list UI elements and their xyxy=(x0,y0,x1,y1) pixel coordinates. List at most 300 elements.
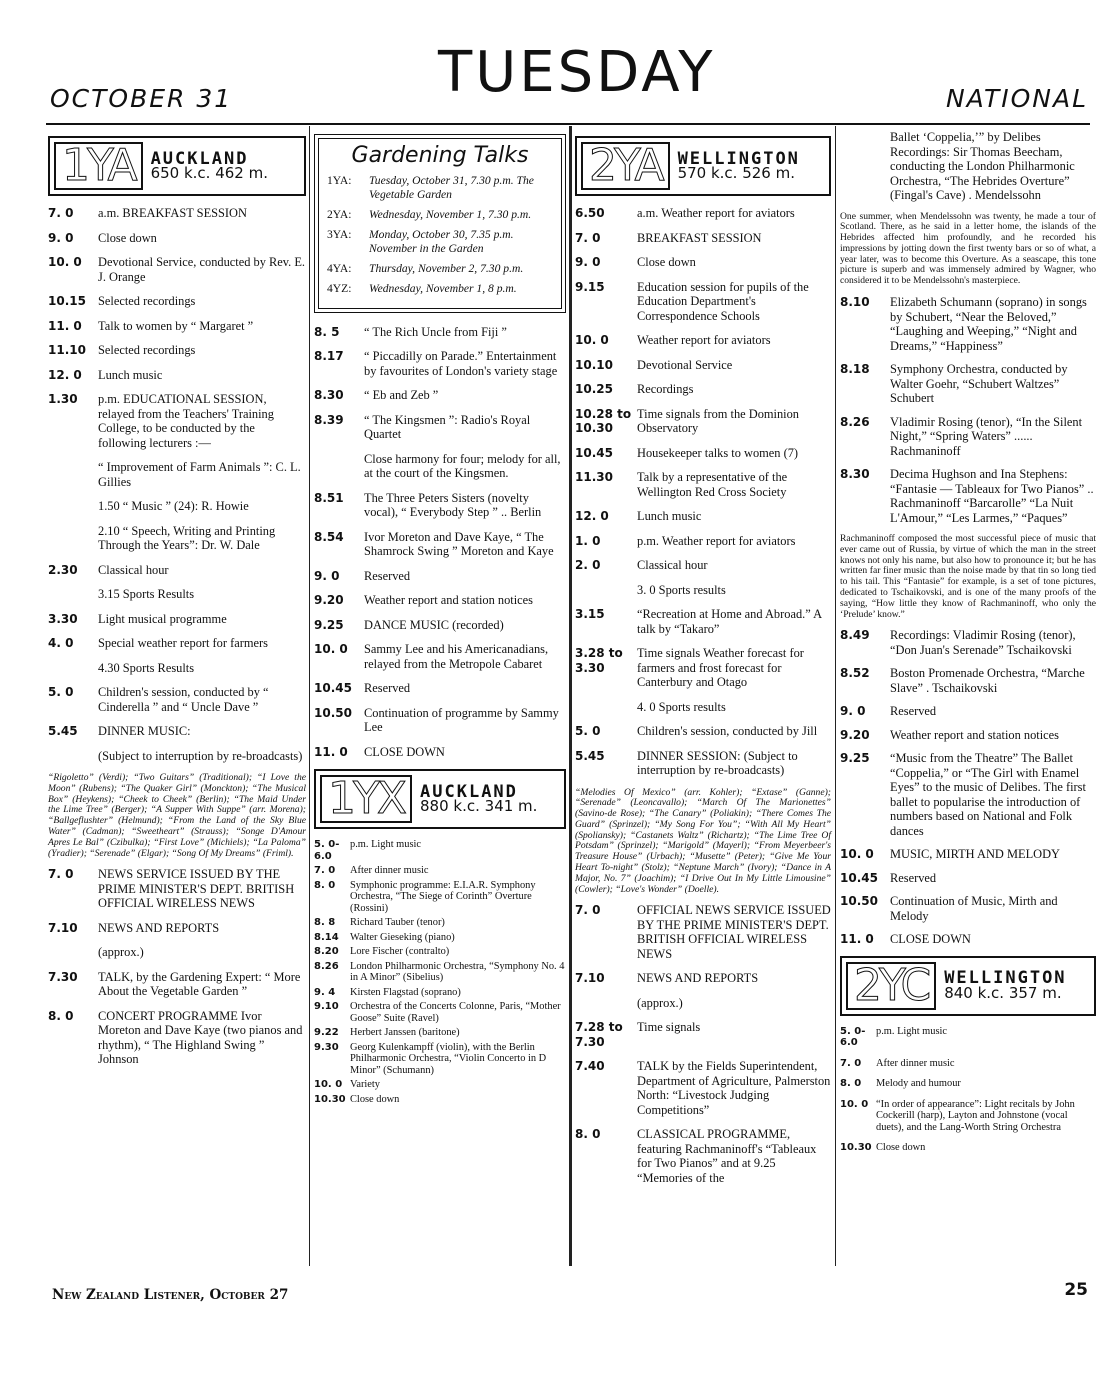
entry-time: 7.30 xyxy=(48,969,78,984)
entry-description: Talk by a representative of the Wellington Red Cross Society xyxy=(637,470,788,499)
column-divider xyxy=(569,126,572,1266)
entry-description: Close down xyxy=(98,230,157,245)
station-frequency: 880 k.c. 341 m. xyxy=(420,797,538,815)
column-1yA xyxy=(48,134,306,1077)
schedule-entry xyxy=(840,1142,1096,1154)
entry-description: The Three Peters Sisters (novelty vocal), “ Everybody Step ” .. Berlin xyxy=(364,490,542,519)
schedule-entry xyxy=(575,470,831,499)
entry-time: 9. 4 xyxy=(314,986,336,998)
schedule-entry xyxy=(575,724,831,739)
entry-description: Orchestra of the Concerts Colonne, Paris, “Mother Goose” Suite (Ravel) xyxy=(350,1001,561,1024)
entry-description: Time signals Weather forecast for farmers and frost forecast for Canterbury and Otago xyxy=(637,646,804,689)
entry-description: DINNER MUSIC: xyxy=(98,724,191,738)
schedule-list xyxy=(840,628,1096,947)
schedule-entry xyxy=(314,618,566,633)
entry-description: Reserved xyxy=(364,681,411,695)
entry-time: 2. 0 xyxy=(575,558,601,572)
entry-description: Walter Gieseking (piano) xyxy=(350,931,455,943)
gardening-talk-row xyxy=(327,174,553,202)
entry-description: Selected recordings xyxy=(98,343,196,357)
dinner-music-list: “Rigoletto” (Verdi); “Two Guitars” (Traditional); “I Love the Moon” (Rubens); “The Quaker Girl” (Monckton); “The Musical Box” (Heykens); “Cheek to Cheek” (Berlin); “The Maid Under the Lime Tree” (Berger); “A Supper With Suppe” (arr. Morena); “Ballgeflushter” (Helmund); “From the Land of the Sky Blue Water” (Cadman); “Sweetheart” (Strauss); “Songe D'Amour Apres Le Bal” (Czibulka); “First Love” (Michiels); “La Paloma” (Yradier); “Serenade” (Elgar); “Song Of My Dreams” (Friml). xyxy=(48,772,306,859)
entry-time: 11. 0 xyxy=(48,318,82,333)
entry-time: 4. 0 xyxy=(48,636,74,650)
schedule-entry xyxy=(840,847,1096,862)
schedule-entry xyxy=(575,996,831,1011)
schedule-entry xyxy=(314,1094,566,1106)
entry-time: 7. 0 xyxy=(48,867,74,882)
station-logo: 1YA xyxy=(54,142,143,190)
entry-time: 3.30 xyxy=(48,611,78,626)
schedule-entry xyxy=(840,295,1096,353)
schedule-entry xyxy=(314,932,566,944)
entry-time: 5.45 xyxy=(575,748,605,763)
column-2ya xyxy=(575,122,831,1195)
schedule-entry xyxy=(575,358,831,373)
entry-time: 10.50 xyxy=(840,894,878,909)
entry-time: 9.10 xyxy=(314,1001,339,1012)
entry-description: Richard Tauber (tenor) xyxy=(350,917,445,928)
entry-description: Education session for pupils of the Education Department's Correspondence Schools xyxy=(637,279,809,323)
gardening-talks-title: Gardening Talks xyxy=(351,143,529,168)
entry-description: CLOSE DOWN xyxy=(890,932,971,947)
entry-description: Ivor Moreton and Dave Kaye, “ The Shamrock Swing ” Moreton and Kaye xyxy=(364,529,554,558)
entry-description: Herbert Janssen (baritone) xyxy=(350,1027,460,1038)
entry-description: “ Eb and Zeb ” xyxy=(364,388,439,402)
schedule-entry xyxy=(48,724,306,739)
station-header-2ya xyxy=(575,136,831,196)
entry-description: After dinner music xyxy=(350,865,429,876)
schedule-list xyxy=(575,903,831,1185)
entry-description: NEWS AND REPORTS xyxy=(637,971,759,986)
gardening-talk-row xyxy=(327,282,553,296)
entry-description: Vladimir Rosing (tenor), “In the Silent Night,” “Spring Waters” ...... Rachmaninoff xyxy=(890,414,1083,458)
talk-time: Tuesday, October 31, 7.30 p.m. The Vegetable Garden xyxy=(369,173,534,201)
schedule-list xyxy=(840,295,1096,525)
entry-description: Children's session, conducted by “ Cinderella ” and “ Uncle Dave ” xyxy=(98,685,269,714)
entry-description: Reserved xyxy=(890,704,937,719)
entry-time: 5. 0-6.0 xyxy=(840,1025,866,1049)
schedule-entry xyxy=(840,894,1096,923)
entry-description: “ Improvement of Farm Animals ”: C. L. Gillies xyxy=(98,460,301,489)
entry-description: a.m. BREAKFAST SESSION xyxy=(98,206,247,220)
entry-time: 7.10 xyxy=(48,920,78,935)
entry-time: 10.45 xyxy=(314,681,352,695)
entry-time: 8. 0 xyxy=(48,1008,74,1023)
schedule-entry xyxy=(314,325,566,340)
schedule-entry xyxy=(314,1042,566,1077)
entry-description: “ The Rich Uncle from Fiji ” xyxy=(364,324,507,339)
schedule-list xyxy=(840,1026,1096,1154)
schedule-entry xyxy=(48,231,306,246)
schedule-entry xyxy=(314,987,566,999)
schedule-entry xyxy=(314,706,566,735)
entry-description: London Philharmonic Orchestra, “Symphony No. 4 in A Minor” (Sibelius) xyxy=(350,960,565,983)
entry-time: 8.17 xyxy=(314,349,344,363)
station-header-1yx xyxy=(314,769,566,829)
schedule-entry xyxy=(48,945,306,960)
page-number: 25 xyxy=(1064,1280,1088,1300)
station-code: 1YA: xyxy=(327,173,352,187)
entry-description: “ Piccadilly on Parade.” Entertainment by favourites of London's variety stage xyxy=(364,349,558,378)
schedule-list xyxy=(48,867,306,1067)
entry-description: “Recreation at Home and Abroad.” A talk by “Takaro” xyxy=(637,607,822,636)
entry-description: Continuation of Music, Mirth and Melody xyxy=(890,894,1058,923)
page-network: NATIONAL xyxy=(945,84,1088,113)
entry-time: 8.54 xyxy=(314,529,344,544)
schedule-entry xyxy=(840,415,1096,459)
entry-time: 2.30 xyxy=(48,562,78,577)
schedule-entry xyxy=(575,333,831,348)
schedule-entry xyxy=(48,343,306,358)
entry-time: 10.45 xyxy=(840,870,878,885)
entry-time: 7. 0 xyxy=(575,230,601,245)
entry-description: p.m. Weather report for aviators xyxy=(637,533,796,548)
talk-time: Wednesday, November 1, 7.30 p.m. xyxy=(369,207,532,221)
schedule-entry xyxy=(48,587,306,602)
entry-description: CONCERT PROGRAMME Ivor Moreton and Dave Kaye (two pianos and rhythm), “ The Highland Swing ” Johnson xyxy=(98,1008,303,1067)
entry-time: 10.30 xyxy=(314,1093,346,1105)
entry-time: 8.26 xyxy=(314,960,339,972)
entry-description: 3. 0 Sports results xyxy=(637,582,726,597)
talk-time: Monday, October 30, 7.35 p.m. November in the Garden xyxy=(369,227,514,255)
entry-description: Weather report and station notices xyxy=(364,593,533,607)
entry-description: Variety xyxy=(350,1079,381,1090)
entry-description: Close down xyxy=(876,1142,926,1154)
schedule-entry xyxy=(575,534,831,549)
schedule-entry xyxy=(314,865,566,877)
entry-time: 9.25 xyxy=(840,751,870,766)
schedule-entry xyxy=(48,206,306,221)
schedule-list xyxy=(48,206,306,763)
schedule-entry xyxy=(840,666,1096,695)
schedule-entry xyxy=(48,661,306,676)
gardening-talks-box xyxy=(314,134,566,313)
entry-time: 5.45 xyxy=(48,724,78,738)
entry-description: Symphony Orchestra, conducted by Walter Goehr, “Schubert Waltzes” Schubert xyxy=(890,362,1068,406)
station-name: WELLINGTON xyxy=(944,968,1067,989)
entry-time: 8.18 xyxy=(840,362,870,377)
entry-time: 5. 0 xyxy=(575,724,601,738)
entry-description: Kirsten Flagstad (soprano) xyxy=(350,986,461,998)
entry-description: NEWS SERVICE ISSUED BY THE PRIME MINISTER'S DEPT. BRITISH OFFICIAL WIRELESS NEWS xyxy=(98,867,295,911)
entry-description: Time signals xyxy=(637,1020,701,1035)
entry-description: Time signals from the Dominion Observatory xyxy=(637,406,799,435)
entry-time xyxy=(575,700,637,715)
entry-time: 10.25 xyxy=(575,382,613,396)
station-logo: 2YC xyxy=(846,962,936,1010)
entry-time: 7.28 to 7.30 xyxy=(575,1020,623,1049)
entry-description: “Music from the Theatre” The Ballet “Coppelia,” or “The Girl with Enamel Eyes” to the music of Delibes. The first ballet to popularise the introduction of numbers based on National and Folk dances xyxy=(890,751,1086,838)
entry-time xyxy=(48,587,98,602)
schedule-entry xyxy=(575,971,831,986)
entry-time: 10.10 xyxy=(575,357,613,372)
entry-time: 10.15 xyxy=(48,294,86,308)
schedule-entry xyxy=(314,491,566,520)
station-name: WELLINGTON xyxy=(677,148,800,169)
station-header-1ya xyxy=(48,136,306,196)
schedule-entry xyxy=(314,452,566,481)
schedule-entry xyxy=(314,642,566,671)
entry-description: NEWS AND REPORTS xyxy=(98,920,220,935)
entry-description: a.m. Weather report for aviators xyxy=(637,206,795,220)
entry-time: 8.39 xyxy=(314,412,344,427)
entry-description: Close harmony for four; melody for all, at the court of the Kingsmen. xyxy=(364,451,561,480)
schedule-entry xyxy=(48,636,306,651)
schedule-entry xyxy=(575,583,831,598)
entry-time: 11.30 xyxy=(575,470,613,484)
schedule-list xyxy=(314,839,566,1105)
schedule-list xyxy=(314,325,566,760)
entry-description: Close down xyxy=(637,255,696,269)
entry-time: 9.20 xyxy=(314,593,344,607)
entry-description: Symphonic programme: E.I.A.R. Symphony Orchestra, “The Siege of Corinth” Overture (Rossini) xyxy=(350,879,536,914)
schedule-entry xyxy=(314,681,566,696)
entry-time: 8.30 xyxy=(314,388,344,402)
schedule-entry xyxy=(840,1058,1096,1070)
entry-time: 11.10 xyxy=(48,343,86,357)
column-divider xyxy=(835,126,836,1266)
page-title: TUESDAY xyxy=(438,40,716,105)
schedule-entry xyxy=(314,593,566,608)
entry-time: 1. 0 xyxy=(575,533,601,548)
entry-description: Melody and humour xyxy=(876,1078,961,1090)
entry-description: Classical hour xyxy=(98,562,169,577)
schedule-entry xyxy=(840,932,1096,947)
talk-time: Thursday, November 2, 7.30 p.m. xyxy=(369,261,524,275)
schedule-entry xyxy=(314,1079,566,1091)
schedule-entry xyxy=(48,368,306,383)
entry-time xyxy=(48,945,98,960)
entry-time: 7. 0 xyxy=(840,1057,862,1069)
schedule-entry xyxy=(314,1001,566,1024)
entry-time: 9. 0 xyxy=(840,704,866,719)
station-frequency: 650 k.c. 462 m. xyxy=(150,164,268,182)
entry-description: Children's session, conducted by Jill xyxy=(637,724,818,738)
entry-time: 7. 0 xyxy=(314,865,336,876)
schedule-entry xyxy=(48,563,306,578)
entry-description: p.m. Light music xyxy=(876,1025,947,1037)
gardening-talk-row xyxy=(327,208,553,222)
entry-description: Georg Kulenkampff (violin), with the Berlin Philharmonic Orchestra, “Violin Concerto in D Minor” (Schumann) xyxy=(350,1041,547,1076)
entry-time: 11. 0 xyxy=(840,932,874,947)
schedule-entry xyxy=(314,880,566,915)
entry-description: Talk to women by “ Margaret ” xyxy=(98,318,254,333)
entry-description: Special weather report for farmers xyxy=(98,636,268,650)
entry-description: CLOSE DOWN xyxy=(364,744,445,759)
schedule-entry xyxy=(840,728,1096,743)
entry-time: 8. 0 xyxy=(840,1078,862,1090)
entry-time: 9.30 xyxy=(314,1041,339,1053)
entry-time: 7. 0 xyxy=(575,903,601,918)
schedule-entry xyxy=(48,612,306,627)
entry-time xyxy=(48,749,98,764)
entry-time: 10.45 xyxy=(575,445,613,460)
entry-time: 8.10 xyxy=(840,295,870,310)
entry-time: 8. 8 xyxy=(314,917,336,928)
entry-time: 3.15 xyxy=(575,607,605,621)
entry-time xyxy=(48,661,98,676)
entry-description: Lore Fischer (contralto) xyxy=(350,946,450,957)
entry-time xyxy=(840,130,890,203)
entry-time: 5. 0 xyxy=(48,685,74,699)
schedule-entry xyxy=(48,294,306,309)
schedule-entry xyxy=(840,751,1096,838)
entry-description: Devotional Service, conducted by Rev. E. J. Orange xyxy=(98,255,306,284)
entry-time: 9.25 xyxy=(314,617,344,632)
schedule-entry xyxy=(314,839,566,862)
schedule-entry xyxy=(48,524,306,553)
entry-description: 2.10 “ Speech, Writing and Printing Through the Years”: Dr. W. Dale xyxy=(98,523,276,552)
entry-description: Light musical programme xyxy=(98,611,227,626)
entry-description: TALK by the Fields Superintendent, Department of Agriculture, Palmerston North: “Livestock Judging Competitions” xyxy=(637,1059,831,1117)
station-logo: 2YA xyxy=(581,142,670,190)
station-header-2yc xyxy=(840,956,1096,1016)
entry-time: 6.50 xyxy=(575,206,605,220)
entry-time: 8.52 xyxy=(840,666,870,681)
entry-description: Lunch music xyxy=(98,367,163,382)
schedule-entry xyxy=(840,130,1096,203)
entry-time: 10. 0 xyxy=(840,847,874,862)
schedule-entry xyxy=(48,685,306,714)
entry-time: 12. 0 xyxy=(575,509,609,523)
schedule-entry xyxy=(575,446,831,461)
schedule-entry xyxy=(840,467,1096,525)
entry-time: 9. 0 xyxy=(575,255,601,269)
talk-time: Wednesday, November 1, 8 p.m. xyxy=(369,281,517,295)
column-2ya-cont xyxy=(840,130,1096,1163)
entry-description: Sammy Lee and his Americanadians, relayed from the Metropole Cabaret xyxy=(364,642,549,671)
gardening-talk-row xyxy=(327,228,553,256)
station-code: 2YA: xyxy=(327,207,352,221)
schedule-entry xyxy=(48,1009,306,1067)
schedule-entry xyxy=(48,970,306,999)
entry-description: After dinner music xyxy=(876,1057,955,1069)
schedule-entry xyxy=(575,749,831,778)
column-middle xyxy=(314,134,566,1108)
schedule-entry xyxy=(314,745,566,760)
entry-time xyxy=(314,452,364,481)
entry-time: 10.28 to 10.30 xyxy=(575,406,632,435)
schedule-entry xyxy=(314,569,566,584)
entry-description: “ The Kingsmen ”: Radio's Royal Quartet xyxy=(364,412,531,441)
entry-time xyxy=(48,460,98,489)
schedule-entry xyxy=(48,392,306,450)
entry-time xyxy=(48,499,98,514)
entry-description: “In order of appearance”: Light recitals by John Cockerill (harp), Layton and Johnstone (vocal duets), and the Lang-Worth String Orchestra xyxy=(876,1098,1075,1133)
schedule-entry xyxy=(840,704,1096,719)
schedule-entry xyxy=(48,867,306,911)
schedule-entry xyxy=(575,607,831,636)
schedule-entry xyxy=(575,280,831,324)
schedule-entry xyxy=(48,921,306,936)
station-logo: 1YX xyxy=(320,775,412,823)
entry-description: p.m. Light music xyxy=(350,839,421,850)
station-name: AUCKLAND xyxy=(420,781,518,802)
schedule-entry xyxy=(840,628,1096,657)
dinner-music-list: “Melodies Of Mexico” (arr. Kohler); “Extase” (Ganne); “Serenade” (Leoncavallo); “March Of The Marionettes” (Savino-de Rose); “The Canary” (Poliakin); “There Comes The Guard” (Sprinzel); “My Song For You”; “With All My Heart” (Spoliansky); “Castanets Waltz” (Richartz); “The Lime Tree Of Potsdam” (Sprinzel); “Marigold” (Mayerl); “From Meyerbeer's Treasure House” (Urbach); “Musette” (Peter); “Give Me Your Heart To-night” (Stolz); “Neptune March” (Ivory); “Dance in A Major, No. 7” (Joachim); “I Drive Out In My Little Limousine” (Cowler); “Love's Wonder” (Doelle). xyxy=(575,786,831,895)
entry-description: (approx.) xyxy=(98,945,144,960)
entry-time: 10. 0 xyxy=(575,333,609,347)
schedule-entry xyxy=(314,946,566,958)
entry-time: 12. 0 xyxy=(48,367,82,382)
entry-time: 3.28 to 3.30 xyxy=(575,646,623,675)
entry-time: 8.51 xyxy=(314,490,344,505)
entry-description: Decima Hughson and Ina Stephens: “Fantasie — Tableaux for Two Pianos” .. Rachmaninoff “Barcarolle” “La Nuit L'Amour,” “Les Larmes,” “Paques” xyxy=(890,467,1094,525)
schedule-entry xyxy=(48,499,306,514)
entry-time: 7. 0 xyxy=(48,206,74,220)
schedule-entry xyxy=(575,206,831,221)
entry-time: 1.30 xyxy=(48,392,78,406)
schedule-entry xyxy=(575,558,831,573)
entry-description: Recordings: Vladimir Rosing (tenor), “Don Juan's Serenade” Tschaikovski xyxy=(890,628,1076,657)
schedule-entry xyxy=(575,382,831,397)
schedule-entry xyxy=(840,1078,1096,1090)
entry-time: 8. 5 xyxy=(314,324,340,339)
programme-note: Rachmaninoff composed the most successful piece of music that ever came out of Russia, by virtue of which the man in the street knows not only his name, but also how to pronounce it; but he has written far finer music than the noise made by that tin so long tied to his tail. This “Fantasie” for example, is a set of tone pictures, dedicated to Tschaikovski, and is one of the many proofs of the saying, “How little they know of Rachmaninoff, who only the ‘Prelude’ know.” xyxy=(840,533,1096,620)
entry-description: TALK, by the Gardening Expert: “ More About the Vegetable Garden ” xyxy=(98,969,301,999)
entry-description: BREAKFAST SESSION xyxy=(637,230,762,245)
entry-description: (Subject to interruption by re-broadcasts) xyxy=(98,748,303,763)
entry-time: 10. 0 xyxy=(48,255,82,269)
schedule-entry xyxy=(314,413,566,442)
entry-description: DANCE MUSIC (recorded) xyxy=(364,617,504,632)
entry-description: Recordings xyxy=(637,382,694,396)
schedule-entry xyxy=(314,530,566,559)
station-code: 4YZ: xyxy=(327,281,352,295)
schedule-entry xyxy=(575,700,831,715)
entry-time: 10.50 xyxy=(314,705,352,720)
entry-time: 10. 0 xyxy=(314,1079,343,1090)
header-rule xyxy=(46,123,1090,125)
entry-time: 8.14 xyxy=(314,931,339,943)
entry-time xyxy=(575,583,637,598)
schedule-entry xyxy=(575,255,831,270)
entry-time: 9.20 xyxy=(840,727,870,742)
entry-time: 9. 0 xyxy=(48,230,74,245)
entry-description: Devotional Service xyxy=(637,357,733,372)
station-frequency: 570 k.c. 526 m. xyxy=(677,164,795,182)
schedule-entry xyxy=(314,349,566,378)
station-frequency: 840 k.c. 357 m. xyxy=(944,983,1062,1002)
entry-description: Housekeeper talks to women (7) xyxy=(637,445,799,460)
entry-time: 10. 0 xyxy=(314,642,348,656)
entry-time: 11. 0 xyxy=(314,744,348,759)
entry-time: 8.30 xyxy=(840,467,870,482)
entry-description: Ballet ‘Coppelia,’” by Delibes Recordings: Sir Thomas Beecham, conducting the London Philharmonic Orchestra, “The Hebrides Overture” (Fingal's Cave) . Mendelssohn xyxy=(890,130,1075,202)
entry-description: Reserved xyxy=(364,568,411,583)
station-code: 4YA: xyxy=(327,261,352,275)
entry-description: Lunch music xyxy=(637,509,702,523)
entry-description: 4.30 Sports Results xyxy=(98,660,195,675)
entry-description: Classical hour xyxy=(637,558,708,572)
entry-description: Selected recordings xyxy=(98,294,196,308)
entry-description: Boston Promenade Orchestra, “Marche Slave” . Tschaikovski xyxy=(890,666,1085,695)
schedule-entry xyxy=(840,1026,1096,1049)
entry-time: 10.30 xyxy=(840,1142,872,1154)
entry-description: p.m. EDUCATIONAL SESSION, relayed from the Teachers' Training College, to be conducted by the following lecturers :— xyxy=(98,392,274,450)
entry-time: 9.15 xyxy=(575,279,605,294)
schedule-entry xyxy=(314,917,566,929)
schedule-entry xyxy=(575,407,831,436)
column-divider xyxy=(309,126,310,1266)
station-code: 3YA: xyxy=(327,227,352,241)
schedule-entry xyxy=(575,903,831,961)
schedule-entry xyxy=(575,1127,831,1185)
entry-time: 9.22 xyxy=(314,1027,339,1038)
schedule-entry xyxy=(840,871,1096,886)
entry-description: 4. 0 Sports results xyxy=(637,699,726,714)
entry-description: Close down xyxy=(350,1093,400,1105)
